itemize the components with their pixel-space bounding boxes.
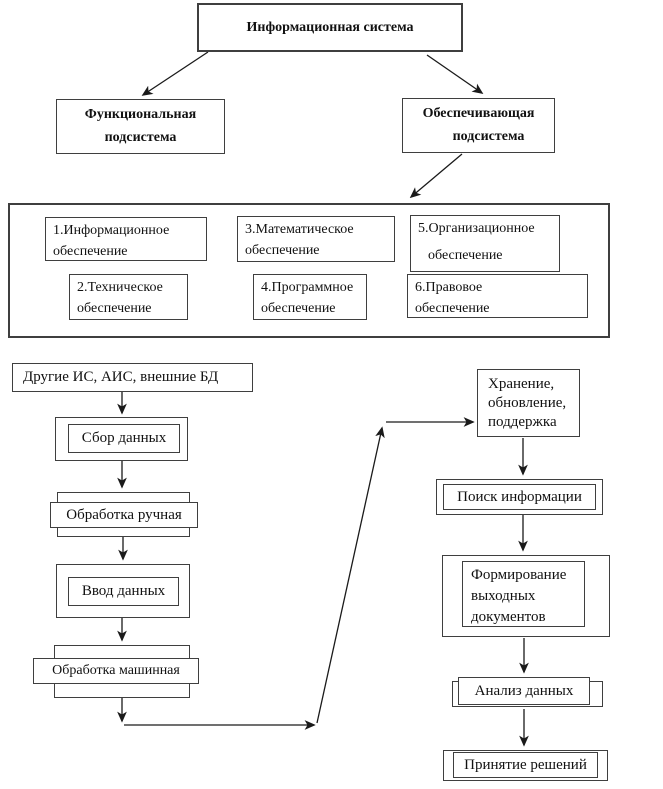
output-documents-line1: Формирование [471, 567, 567, 583]
output-documents-box [442, 555, 610, 637]
collect-data-inner-box [68, 424, 180, 453]
supporting-subsystem-line1: Обеспечивающая [422, 106, 535, 121]
external-sources-box [12, 363, 253, 392]
search-info-inner-box [443, 484, 596, 510]
data-entry-label: Ввод данных [81, 583, 166, 599]
decision-box [443, 750, 608, 781]
storage-line2: обновление, [488, 395, 567, 411]
manual-processing-front-panel [50, 502, 198, 528]
decision-label: Принятие решений [464, 756, 587, 773]
external-sources-label: Другие ИС, АИС, внешние БД [23, 369, 219, 385]
storage-line3: поддержка [488, 414, 557, 430]
support-item-legal-line1: 6.Правовое [415, 280, 483, 295]
support-item-legal-line2: обеспечение [415, 301, 490, 316]
support-item-information-line1: 1.Информационное [53, 223, 170, 238]
search-info-label: Поиск информации [457, 488, 582, 505]
support-item-information [45, 217, 207, 261]
support-item-mathematical-line2: обеспечение [245, 243, 320, 258]
decision-front-panel [453, 752, 598, 778]
functional-subsystem-line2: подсистема [104, 130, 177, 145]
support-item-mathematical-line1: 3.Математическое [245, 222, 354, 237]
support-item-technical-line2: обеспечение [77, 301, 152, 316]
manual-processing-box [50, 492, 198, 537]
information-system-label: Информационная система [246, 19, 414, 35]
support-item-organizational-line1: 5.Организационное [418, 221, 535, 236]
support-item-technical [69, 274, 188, 320]
output-documents-inner-box [462, 561, 585, 627]
information-system-box [197, 3, 463, 52]
storage-line1: Хранение, [488, 376, 555, 392]
machine-processing-box [33, 645, 199, 698]
collect-data-label: Сбор данных [81, 430, 167, 446]
functional-subsystem-box [56, 99, 225, 154]
machine-processing-label: Обработка машинная [52, 663, 180, 678]
support-item-technical-line1: 2.Техническое [77, 280, 163, 295]
support-item-information-line2: обеспечение [53, 244, 128, 259]
machine-processing-front-panel [33, 658, 199, 684]
collect-data-box [55, 417, 188, 461]
supporting-subsystem-box [402, 98, 555, 153]
data-entry-inner-box [68, 577, 179, 606]
search-info-box [436, 479, 603, 515]
output-documents-line3: документов [471, 609, 546, 625]
output-documents-line2: выходных [471, 588, 536, 604]
data-analysis-box [452, 677, 603, 708]
support-item-legal [407, 274, 588, 318]
storage-box [477, 369, 580, 437]
functional-subsystem-line1: Функциональная [84, 107, 197, 122]
data-entry-box [56, 564, 190, 618]
supporting-subsystem-line2: подсистема [452, 129, 525, 144]
support-item-organizational [410, 215, 560, 272]
support-item-software-line2: обеспечение [261, 301, 336, 316]
support-item-mathematical [237, 216, 395, 262]
data-analysis-label: Анализ данных [474, 682, 574, 699]
manual-processing-label: Обработка ручная [66, 506, 182, 523]
support-item-software [253, 274, 367, 320]
support-item-organizational-line2: обеспечение [428, 248, 503, 263]
support-item-software-line1: 4.Программное [261, 280, 354, 295]
data-analysis-front-panel [458, 677, 590, 705]
